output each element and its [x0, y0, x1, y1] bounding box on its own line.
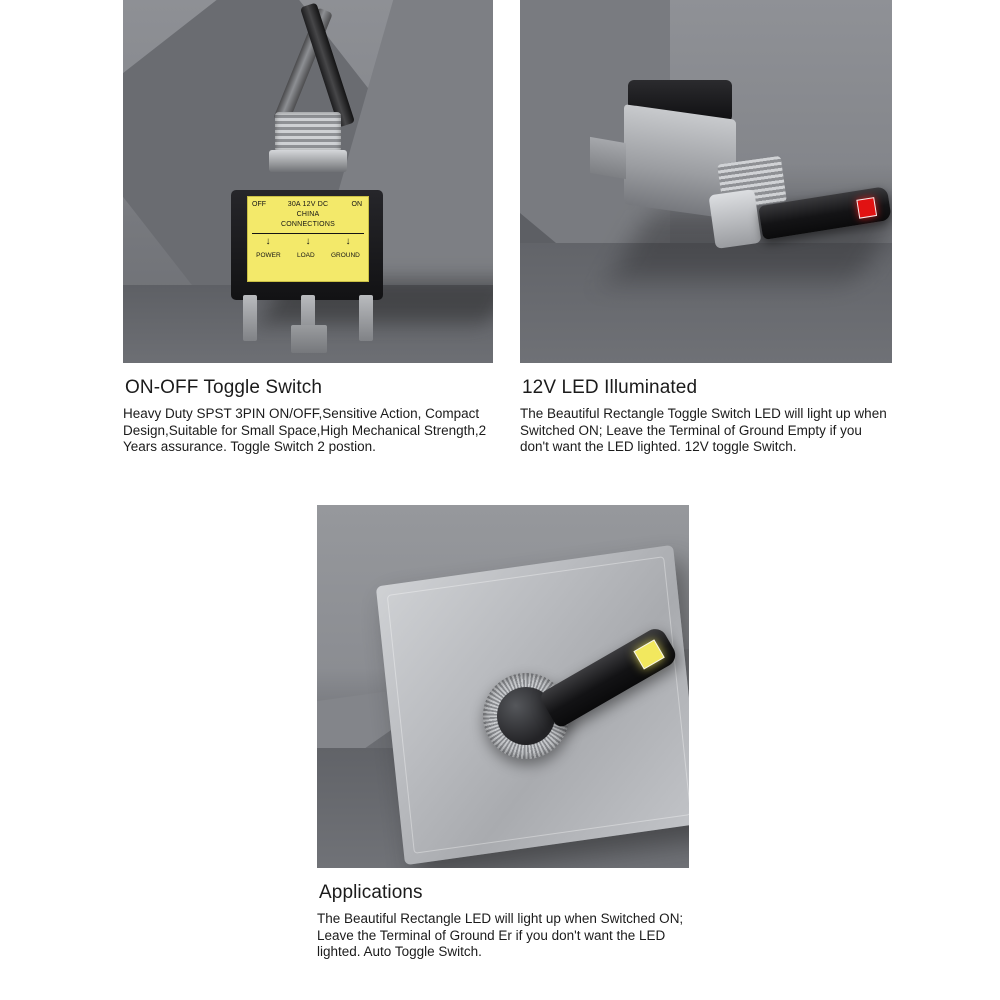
- terminal-label-load: LOAD: [296, 252, 315, 259]
- switch-terminal-tab: [590, 137, 626, 179]
- terminal-tab: [291, 325, 327, 353]
- led-indicator-yellow: [633, 639, 664, 669]
- label-terminal-group: [248, 252, 368, 259]
- label-off-marker: OFF: [252, 201, 266, 208]
- product-image-applications: [317, 505, 689, 868]
- arrow-down-icon: ↓: [345, 236, 351, 247]
- feature-title-applications: Applications: [319, 882, 423, 903]
- product-image-12v-led-illuminated: [520, 0, 892, 363]
- terminal-pin: [359, 295, 373, 341]
- arrow-down-icon: ↓: [265, 236, 271, 247]
- label-on-marker: ON: [351, 201, 362, 208]
- label-origin-line: CHINA: [296, 211, 320, 218]
- terminal-label-power: POWER: [256, 252, 281, 259]
- feature-card-on-off-toggle-switch: [123, 0, 493, 456]
- feature-card-applications: [317, 505, 689, 961]
- led-indicator-red: [856, 197, 877, 219]
- terminal-pin: [243, 295, 257, 341]
- feature-description-applications: The Beautiful Rectangle LED will light up when Switched ON; Leave the Terminal of Ground Er if you don't want the LED lighted. Auto Toggle Switch.: [317, 911, 684, 959]
- mounting-nut: [708, 189, 761, 249]
- mounting-nut: [269, 150, 347, 172]
- switch-yellow-label: [247, 196, 369, 282]
- label-arrow-group: [248, 237, 368, 247]
- feature-card-12v-led-illuminated: [520, 0, 892, 456]
- terminal-label-ground: GROUND: [330, 252, 360, 259]
- label-connections-line: CONNECTIONS: [281, 221, 335, 228]
- feature-title-12v-led-illuminated: 12V LED Illuminated: [522, 377, 698, 398]
- label-rating-line: 30A 12V DC: [287, 201, 329, 208]
- switch-terminal-pins: [239, 295, 379, 341]
- product-image-on-off-toggle-switch: [123, 0, 493, 363]
- feature-description-on-off-toggle-switch: Heavy Duty SPST 3PIN ON/OFF,Sensitive Action, Compact Design,Suitable for Small Space,High Mechanical Strength,2 Years assurance. Toggle Switch 2 postion.: [123, 406, 487, 454]
- label-divider: [252, 233, 364, 234]
- threaded-bushing: [275, 112, 341, 152]
- feature-title-on-off-toggle-switch: ON-OFF Toggle Switch: [125, 377, 322, 398]
- arrow-down-icon: ↓: [305, 236, 311, 247]
- feature-description-12v-led-illuminated: The Beautiful Rectangle Toggle Switch LED will light up when Switched ON; Leave the Terminal of Ground Empty if you don't want the LED lighted. 12V toggle Switch.: [520, 406, 887, 454]
